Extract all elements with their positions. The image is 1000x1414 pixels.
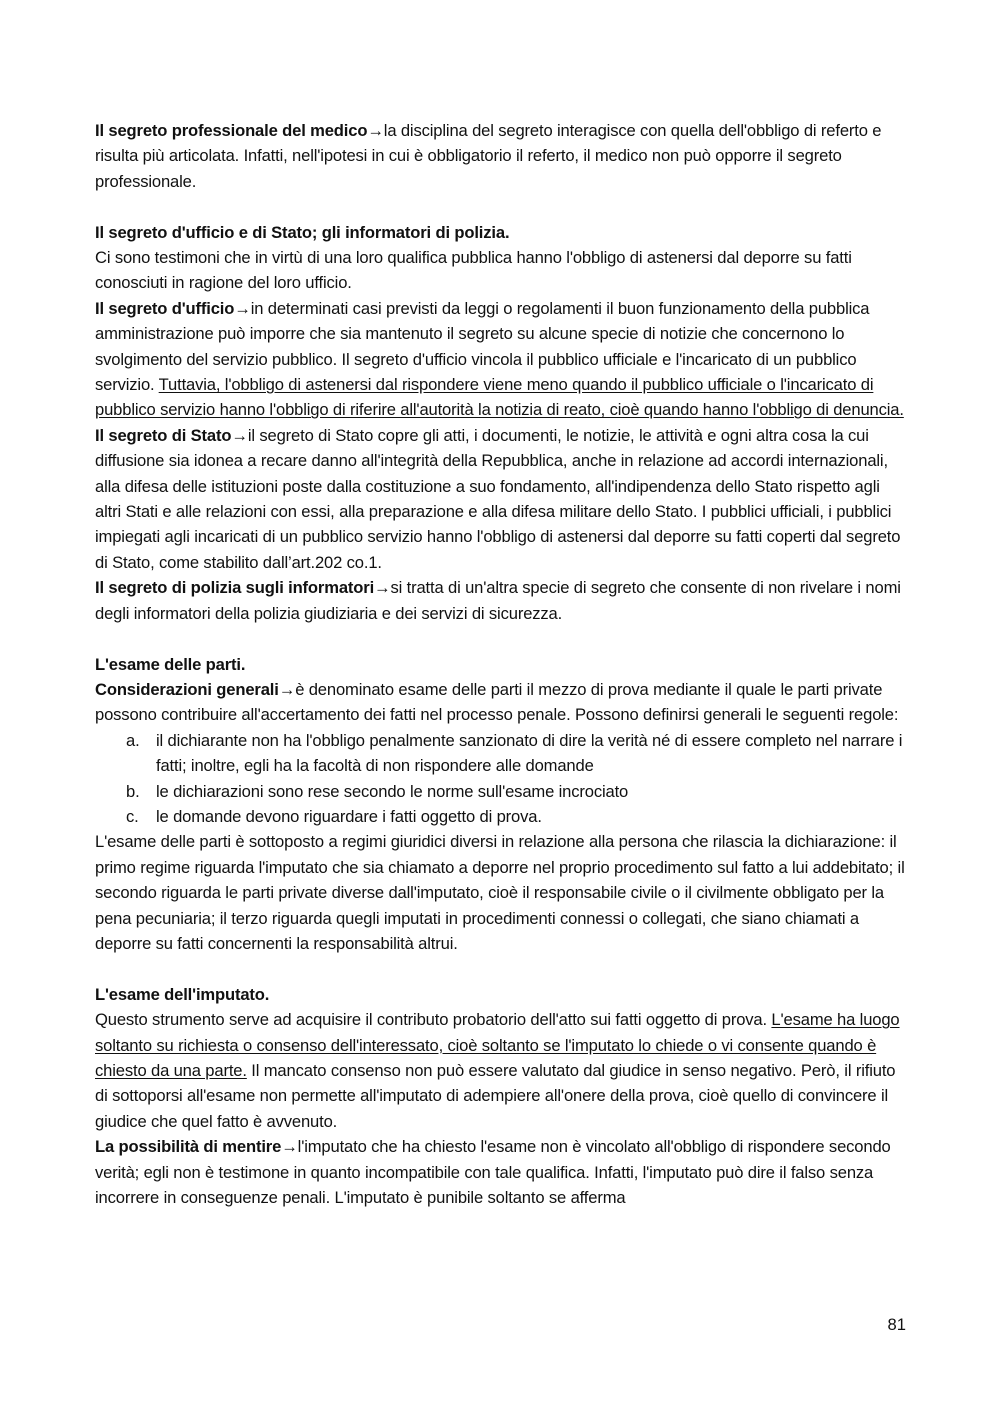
list-letter: c. [126,806,139,826]
page-number: 81 [887,1315,906,1334]
arrow-icon: → [234,298,251,318]
blank-line [95,956,907,981]
heading-considerazioni-generali: Considerazioni generali [95,679,279,699]
list-item [95,779,907,804]
arrow-icon: → [231,425,248,445]
blank-line [95,194,907,219]
heading-segreto-ufficio: Il segreto d'ufficio [95,298,235,318]
underlined-richiesta-consenso: L'esame ha luogo soltanto su richiesta o consenso dell'interessato, cioè soltanto se l'imputato lo chiede o vi consente quando è chiesto da una parte. [95,1010,900,1080]
arrow-icon: → [278,679,296,699]
paragraph-possibilita-mentire [95,1134,907,1210]
paragraph-segreto-ufficio [95,296,907,423]
text-segreto-polizia: si tratta di un'altra specie di segreto che consente di non rivelare i nomi degli informatori della polizia giudiziaria e dei servizi di sicurezza. [95,578,901,623]
section-title-segreto-ufficio-stato: Il segreto d'ufficio e di Stato; gli informatori di polizia. [95,222,510,242]
list-letter: b. [126,781,140,801]
paragraph-segreto-polizia [95,575,907,626]
text-segreto-ufficio: in determinati casi previsti da leggi o regolamenti il buon funzionamento della pubblica amministrazione può imporre che sia mantenuto il segreto su alcune specie di notizie che concernono lo svolgimento del servizio pubblico. Il segreto d'ufficio vincola il pubblico ufficiale e l'incaricato di un pubblico servizio. [95,298,870,395]
heading-segreto-medico: Il segreto professionale del medico [95,121,368,140]
paragraph-considerazioni-generali [95,677,907,728]
paragraph-regimi-giuridici: L'esame delle parti è sottoposto a regimi giuridici diversi in relazione alla persona che rilascia la dichiarazione: il primo regime riguarda l'imputato che sia chiamato a deporre nel proprio procedimento sul fatto a lui addebitato; il secondo riguarda le parti private diverse dall'imputato, cioè il responsabile civile o il civilmente obbligato per la pena pecuniaria; il terzo riguarda quegli imputati in procedimenti connessi o collegati, che siano chiamati a deporre su fatti concernenti la responsabilità altrui. [95,832,905,953]
arrow-icon: → [374,578,391,598]
paragraph-segreto-stato [95,423,907,575]
list-item-text: il dichiarante non ha l'obbligo penalmente sanzionato di dire la verità né di essere completo nel narrare i fatti; inoltre, egli ha la facoltà di non rispondere alle domande [156,730,903,776]
list-item [95,728,907,779]
arrow-icon: → [367,121,384,140]
rules-list [95,728,907,830]
list-item-text: le dichiarazioni sono rese secondo le norme sull'esame incrociato [156,781,629,801]
list-letter: a. [126,730,140,750]
underlined-obbligo-denuncia: Tuttavia, l'obbligo di astenersi dal rispondere viene meno quando il pubblico ufficiale o l'incaricato di pubblico servizio hanno l'obbligo di riferire all'autorità la notizia di reato, cioè quando hanno l'obbligo di denuncia. [95,375,904,420]
arrow-icon: → [281,1137,298,1157]
text-segreto-stato: il segreto di Stato copre gli atti, i documenti, le notizie, le attività e ogni altra cosa la cui diffusione sia idonea a recare danno all'integrità della Repubblica, anche in relazione ad accordi internazionali, alla difesa delle istituzioni poste dalla costituzione a suo fondamento, all'indipendenza dello Stato rispetto agli altri Stati e alle relazioni con essi, alla preparazione e alla difesa militare dello Stato. I pubblici ufficiali, i pubblici impiegati agli incaricati di un pubblico servizio hanno l'obbligo di astenersi dal deporre su fatti coperti dal segreto di Stato, come stabilito dall’art.202 co.1. [95,425,901,572]
list-item-text: le domande devono riguardare i fatti oggetto di prova. [156,806,542,826]
section-title-esame-imputato: L'esame dell'imputato. [95,984,270,1004]
paragraph-esame-imputato: Questo strumento serve ad acquisire il contributo probatorio dell'atto sui fatti oggetto di prova. L'esame ha luogo soltanto su richiesta o consenso dell'interessato, cioè soltanto se l'imputato lo chiede o vi consente quando è chiesto da una parte. Il mancato consenso non può essere valutato dal giudice in senso negativo. Però, il rifiuto di sottoporsi all'esame non permette all'imputato di adempiere all'onere della prova, cioè quello di convincere il giudice che quel fatto è avvenuto. [95,1010,900,1131]
text-possibilita-mentire: l'imputato che ha chiesto l'esame non è vincolato all'obbligo di rispondere secondo verità; egli non è testimone in quanto incompatibile con tale qualifica. Infatti, l'imputato può dire il falso senza incorrere in conseguenze penali. L'imputato è punibile soltanto se afferma [95,1137,891,1208]
heading-segreto-stato: Il segreto di Stato [95,425,232,445]
document-page [95,118,907,1210]
paragraph-segreto-medico [95,118,907,194]
list-item [95,804,907,829]
heading-segreto-polizia: Il segreto di polizia sugli informatori [95,578,375,598]
heading-possibilita-mentire: La possibilità di mentire [95,1137,282,1157]
text-segreto-medico: la disciplina del segreto interagisce con quella dell'obbligo di referto e risulta più articolata. Infatti, nell'ipotesi in cui è obbligatorio il referto, il medico non può opporre il segreto professionale. [95,121,882,191]
paragraph-testimoni-qualifica: Ci sono testimoni che in virtù di una loro qualifica pubblica hanno l'obbligo di astenersi dal deporre su fatti conosciuti in ragione del loro ufficio. [95,248,852,293]
text-considerazioni-generali: è denominato esame delle parti il mezzo di prova mediante il quale le parti private possono contribuire all'accertamento dei fatti nel processo penale. Possono definirsi generali le seguenti regole: [95,679,899,725]
blank-line [95,626,907,651]
section-title-esame-parti: L'esame delle parti. [95,654,246,674]
